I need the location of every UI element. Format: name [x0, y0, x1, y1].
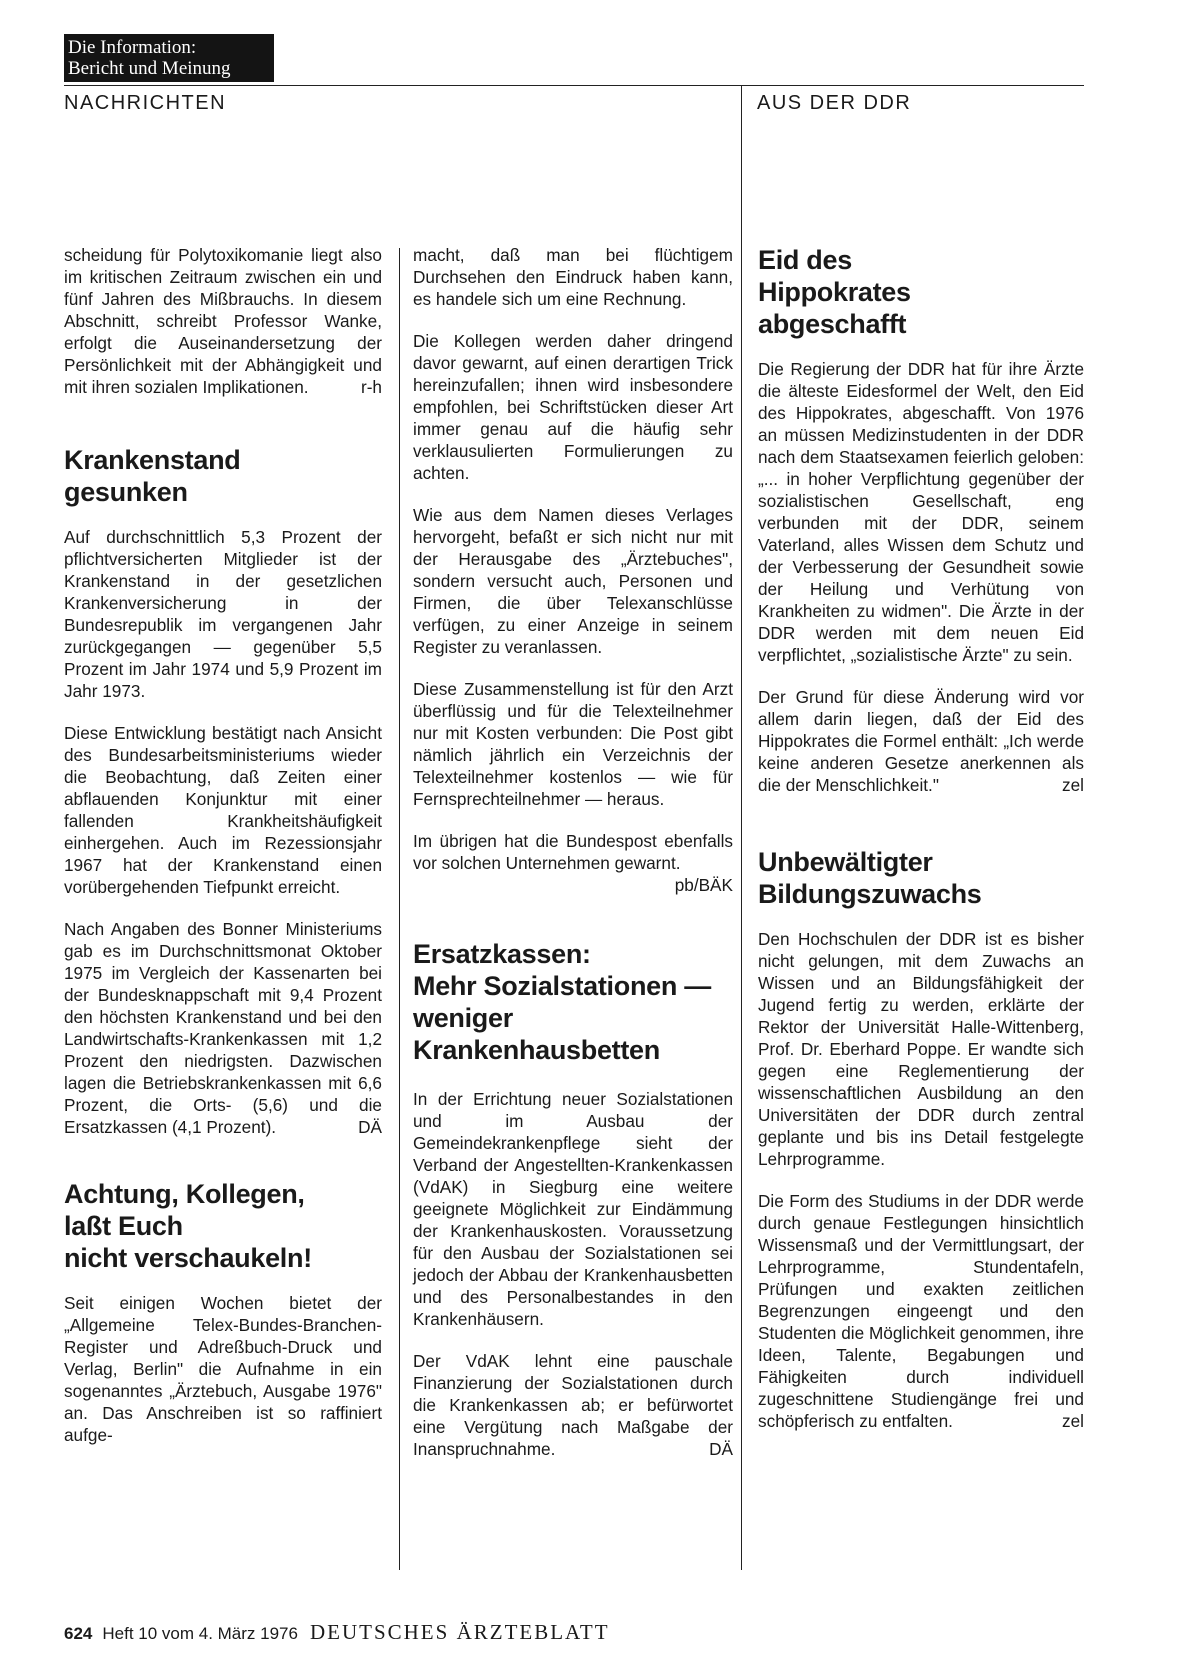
article-paragraph: Diese Entwicklung bestätigt nach Ansicht des Bundesarbeitsministeriums wieder die Beobachtung, daß Zeiten einer abflauenden Konjunktur mit einer fallenden Krankheitshäufigkeit einhergehen. Auch im Rezessionsjahr 1967 hat der Krankenstand einen vorübergehenden Tiefpunkt erreicht.	[64, 723, 382, 897]
paragraph-text: Die Form des Studiums in der DDR werde durch genaue Festlegungen hinsichtlich Wissensmaß und der Vermittlungsart, der Lehrprogramme, Stundentafeln, Prüfungen und exakten zeitlichen Begrenzungen eingeengt und den Studenten die Möglichkeit genommen, ihre Ideen, Talente, Begabungen und Fähigkeiten durch individuell zugeschnittene Studiengänge frei und schöpferisch zu entfalten.	[758, 1191, 1084, 1431]
continued-article	[64, 244, 382, 398]
article-paragraph: Wie aus dem Namen dieses Verlages hervorgeht, befaßt er sich nicht nur mit der Herausgabe des „Ärztebuches", sondern versucht auch, Personen und Firmen, die über Telexanschlüsse verfügen, zu einer Anzeige in seinem Register zu veranlassen.	[413, 505, 733, 657]
column-left	[64, 244, 382, 1466]
section-heading-left: NACHRICHTEN	[64, 92, 227, 114]
article-paragraph: Den Hochschulen der DDR ist es bisher nicht gelungen, mit dem Zuwachs an Wissen und an Bildungsfähigkeit der Jugend fertig zu werden, erklärte der Rektor der Universität Halle-Wittenberg, Prof. Dr. Eberhard Poppe. Er wandte sich gegen eine Reglementierung der wissenschaftlichen Ausbildung an den Universitäten der DDR durch zentral geplante und bis ins Detail festgelegte Lehrprogramme.	[758, 929, 1084, 1169]
issue-info: Heft 10 vom 4. März 1976	[102, 1624, 298, 1643]
article-paragraph: Auf durchschnittlich 5,3 Prozent der pflichtversicherten Mitglieder ist der Krankenstand in der gesetzlichen Krankenversicherung in der Bundesrepublik im vergangenen Jahr zurückgegangen — gegenüber 5,5 Prozent im Jahr 1974 und 5,9 Prozent im Jahr 1973.	[64, 527, 382, 701]
article-paragraph: macht, daß man bei flüchtigem Durchsehen den Eindruck haben kann, es handele sich um eine Rechnung.	[413, 245, 733, 309]
title-line: nicht verschaukeln!	[64, 1243, 312, 1273]
title-line: Bildungszuwachs	[758, 879, 982, 909]
title-line: laßt Euch	[64, 1211, 183, 1241]
title-line: Achtung, Kollegen,	[64, 1179, 305, 1209]
column-divider-1	[399, 248, 400, 1570]
column-right	[758, 244, 1084, 1452]
article-paragraph: Seit einigen Wochen bietet der „Allgemeine Telex-Bundes-Branchen-Register und Adreßbuch-Druck und Verlag, Berlin" die Aufnahme in ein sogenanntes „Ärztebuch, Ausgabe 1976" an. Das Anschreiben ist so raffiniert aufge-	[64, 1293, 382, 1445]
paragraph-text: Nach Angaben des Bonner Ministeriums gab es im Durchschnittsmonat Oktober 1975 im Vergleich der Kassenarten bei der Bundesknappschaft mit 9,4 Prozent den höchsten Krankenstand und bei den Landwirtschafts-Krankenkassen mit 1,2 Prozent den niedrigsten. Dazwischen lagen die Betriebskrankenkassen mit 6,6 Prozent, die Orts- (5,6) und die Ersatzkassen (4,1 Prozent).	[64, 919, 382, 1137]
title-line: Krankenstand	[64, 445, 241, 475]
title-line: gesunken	[64, 477, 188, 507]
header-rule	[64, 85, 1084, 86]
title-line: Unbewältigter	[758, 847, 933, 877]
title-line: Mehr Sozialstationen —	[413, 971, 711, 1001]
title-line: Krankenhausbetten	[413, 1035, 660, 1065]
article-title	[758, 846, 1084, 910]
article-paragraph	[758, 686, 1084, 796]
page-footer	[64, 1620, 1084, 1650]
rubric-label	[64, 34, 274, 82]
author-signature: zel	[1062, 775, 1084, 795]
continued-text: scheidung für Polytoxikomanie liegt also im kritischen Zeitraum zwischen ein und fünf Jahren des Mißbrauchs. In diesem Abschnitt, schreibt Professor Wanke, erfolgt die Auseinandersetzung der Persönlichkeit mit der Abhängigkeit und mit ihren sozialen Implikationen.	[64, 245, 382, 397]
title-line: weniger	[413, 1003, 513, 1033]
header-column-divider	[741, 85, 742, 255]
author-signature: DÄ	[709, 1439, 733, 1459]
paragraph-text: Der VdAK lehnt eine pauschale Finanzierung der Sozialstationen durch die Krankenkassen ab; er befürwortet eine Vergütung nach Maßgabe der Inanspruchnahme.	[413, 1351, 733, 1459]
rubric-line-2: Bericht und Meinung	[68, 58, 231, 79]
author-signature: pb/BÄK	[674, 875, 733, 895]
column-divider-2	[741, 248, 742, 1570]
article-paragraph	[413, 830, 733, 895]
article-title	[413, 938, 733, 1066]
paragraph-text: Der Grund für diese Änderung wird vor allem darin liegen, daß der Eid des Hippokrates die Formel enthält: „Ich werde keine anderen Gesetze anerkennen als die der Menschlichkeit."	[758, 687, 1084, 795]
title-line: Ersatzkassen:	[413, 939, 591, 969]
paragraph-text: Im übrigen hat die Bundespost ebenfalls vor solchen Unternehmen gewarnt.	[413, 831, 733, 873]
article-paragraph: Diese Zusammenstellung ist für den Arzt überflüssig und für die Telexteilnehmer nur mit Kosten verbunden: Die Post gibt nämlich jährlich ein Verzeichnis der Telexteilnehmer kostenlos — wie für Fernsprechteilnehmer — heraus.	[413, 679, 733, 809]
article-paragraph: In der Errichtung neuer Sozialstationen und im Ausbau der Gemeindekrankenpflege sieht der Verband der Angestellten-Krankenkassen (VdAK) in Siegburg eine weitere geeignete Möglichkeit zur Eindämmung der Krankenhauskosten. Voraussetzung für den Ausbau der Sozialstationen sei jedoch der Abbau der Krankenhausbetten und des Personalbestandes in den Krankenhäusern.	[413, 1089, 733, 1329]
article-title	[758, 244, 1084, 340]
author-signature: DÄ	[358, 1117, 382, 1137]
journal-title: DEUTSCHES ÄRZTEBLATT	[309, 1620, 610, 1644]
author-signature: zel	[1062, 1411, 1084, 1431]
column-middle	[413, 244, 733, 1480]
page-number: 624	[64, 1624, 93, 1643]
author-signature: r-h	[360, 377, 382, 397]
article-paragraph	[64, 918, 382, 1138]
article-paragraph: Die Kollegen werden daher dringend davor gewarnt, auf einen derartigen Trick hereinzufallen; ihnen wird insbesondere empfohlen, bei Schriftstücken dieser Art immer genau auf die häufig sehr verklausulierten Formulierungen zu achten.	[413, 331, 733, 483]
title-line: Eid des	[758, 245, 852, 275]
title-line: abgeschafft	[758, 309, 907, 339]
section-heading-right: AUS DER DDR	[757, 92, 912, 114]
article-paragraph	[413, 1350, 733, 1460]
article-paragraph	[758, 1190, 1084, 1432]
article-title	[64, 444, 382, 508]
article-paragraph: Die Regierung der DDR hat für ihre Ärzte die älteste Eidesformel der Welt, den Eid des Hippokrates, abgeschafft. Von 1976 an müssen Medizinstudenten in der DDR nach dem Staatsexamen feierlich geloben: „... in hoher Verpflichtung gegenüber der sozialistischen Gesellschaft, eng verbunden mit der DDR, seinem Vaterland, alles Wissen dem Schutz und der Verbesserung der Gesundheit sowie der Heilung und Verhütung von Krankheiten zu widmen". Die Ärzte in der DDR werden mit dem neuen Eid verpflichtet, „sozialistische Ärzte" zu sein.	[758, 359, 1084, 665]
article-title	[64, 1178, 382, 1274]
rubric-line-1: Die Information:	[68, 37, 197, 58]
title-line: Hippokrates	[758, 277, 911, 307]
